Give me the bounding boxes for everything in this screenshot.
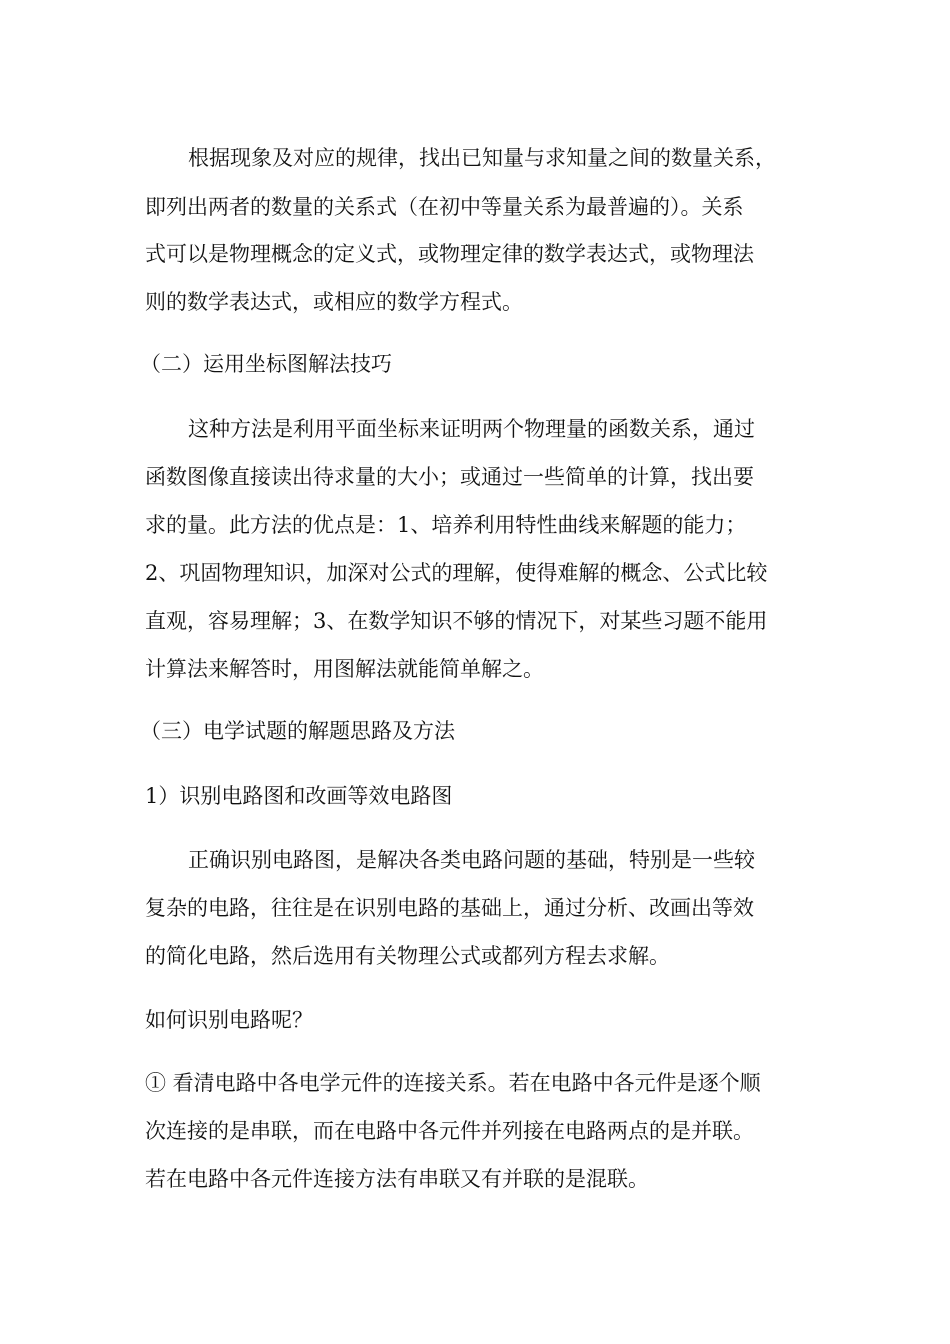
paragraph-4-line-3: 若在电路中各元件连接方法有串联又有并联的是混联。: [145, 1167, 649, 1191]
paragraph-4-line-2: 次连接的是串联，而在电路中各元件并列接在电路两点的是并联。: [145, 1119, 754, 1143]
paragraph-1-line-2: 即列出两者的数量的关系式（在初中等量关系为最普遍的）。关系: [145, 195, 744, 219]
section-heading-2: （二）运用坐标图解法技巧: [140, 352, 392, 376]
section-heading-3: （三）电学试题的解题思路及方法: [140, 719, 455, 743]
paragraph-2-line-2: 函数图像直接读出待求量的大小；或通过一些简单的计算，找出要: [145, 465, 754, 489]
paragraph-3-line-3: 的简化电路，然后选用有关物理公式或都列方程去求解。: [145, 944, 670, 968]
paragraph-2-line-3: 求的量。此方法的优点是：1、培养利用特性曲线来解题的能力；: [145, 513, 747, 537]
paragraph-2-line-4: 2、巩固物理知识，加深对公式的理解，使得难解的概念、公式比较: [145, 561, 768, 585]
paragraph-4-line-1: ① 看清电路中各电学元件的连接关系。若在电路中各元件是逐个顺: [145, 1071, 761, 1095]
question-line: 如何识别电路呢？: [145, 1008, 313, 1032]
paragraph-2-line-5: 直观，容易理解；3、在数学知识不够的情况下，对某些习题不能用: [145, 609, 768, 633]
paragraph-1-line-4: 则的数学表达式，或相应的数学方程式。: [145, 290, 523, 314]
paragraph-1-line-3: 式可以是物理概念的定义式，或物理定律的数学表达式，或物理法: [145, 242, 754, 266]
paragraph-2-line-6: 计算法来解答时，用图解法就能简单解之。: [145, 657, 544, 681]
paragraph-1-line-1: 根据现象及对应的规律，找出已知量与求知量之间的数量关系，: [188, 146, 776, 170]
paragraph-3-line-2: 复杂的电路，往往是在识别电路的基础上，通过分析、改画出等效: [145, 896, 754, 920]
subsection-heading-1: 1）识别电路图和改画等效电路图: [145, 784, 453, 808]
paragraph-2-line-1: 这种方法是利用平面坐标来证明两个物理量的函数关系，通过: [188, 417, 755, 441]
paragraph-3-line-1: 正确识别电路图，是解决各类电路问题的基础，特别是一些较: [188, 848, 755, 872]
